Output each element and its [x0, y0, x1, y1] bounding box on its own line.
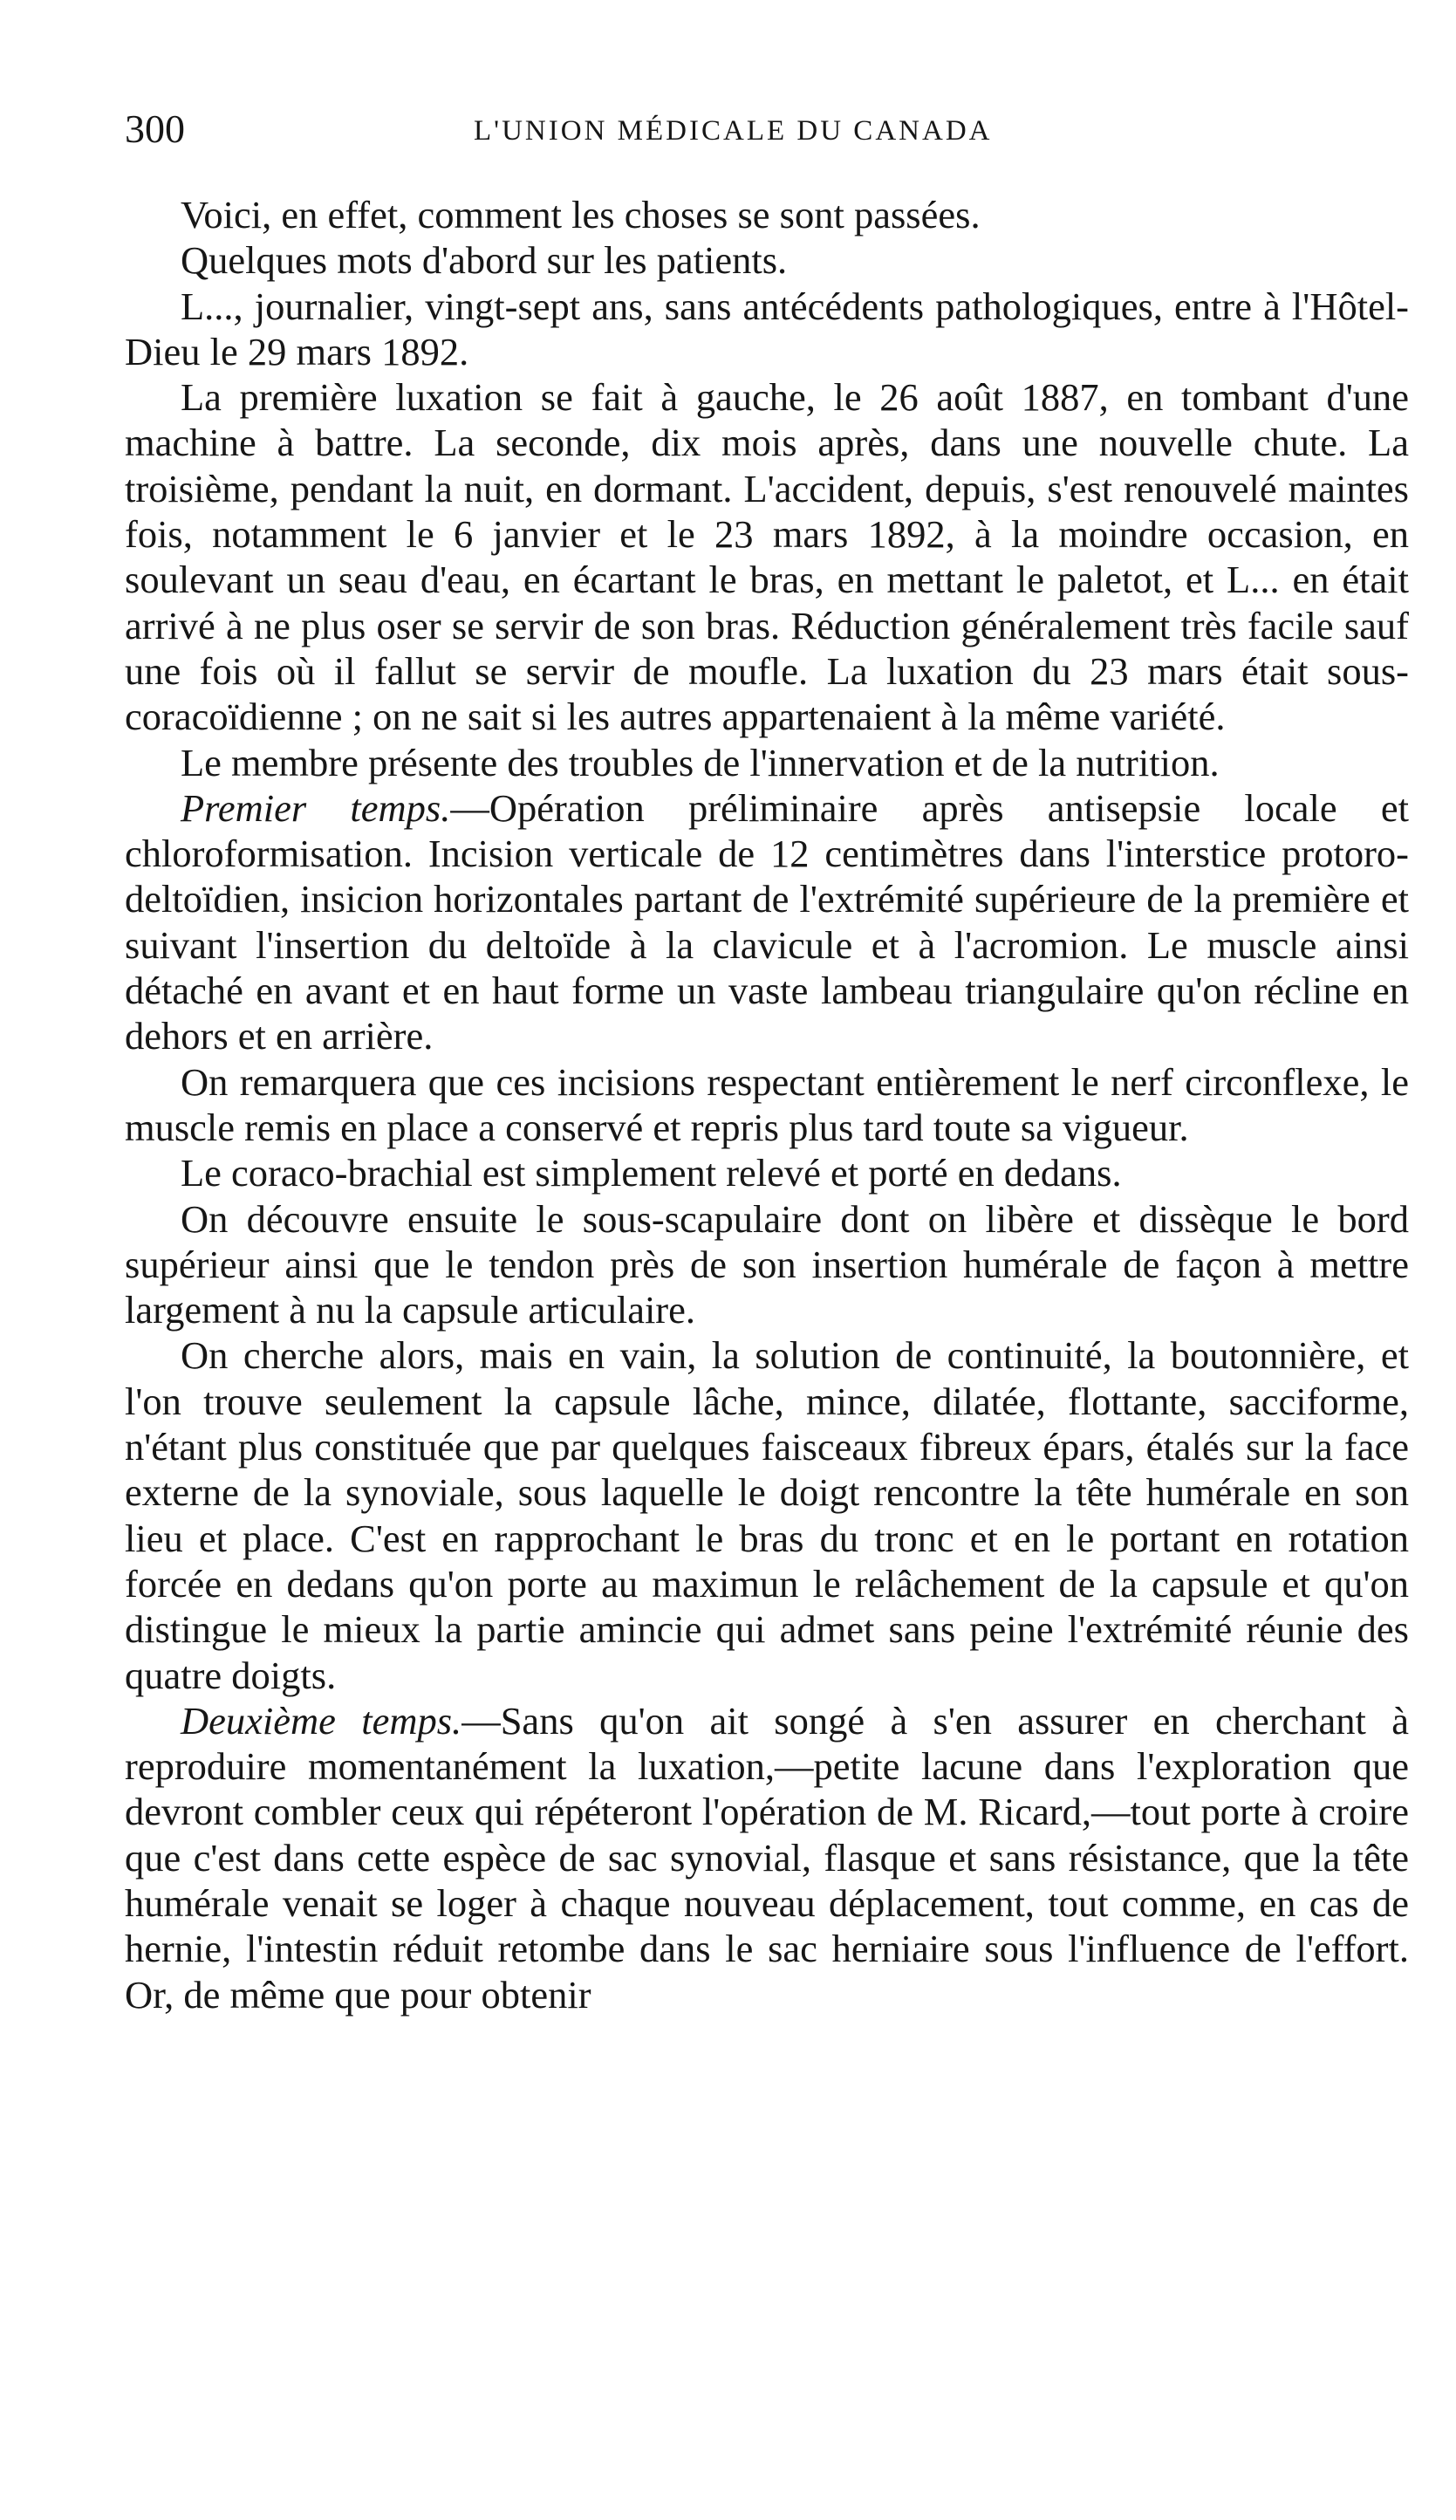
- paragraph: [125, 374, 1409, 739]
- section-heading: Deuxième temps.: [181, 1698, 462, 1743]
- paragraph-text: L..., journalier, vingt-sept ans, sans antécédents pathologiques, entre à l'Hôtel-Dieu le 29 mars 1892.: [125, 284, 1409, 373]
- paragraph: [125, 237, 1409, 283]
- paragraph-text: Voici, en effet, comment les choses se sont passées.: [181, 193, 981, 236]
- paragraph: [125, 740, 1409, 785]
- paragraph: [125, 192, 1409, 237]
- page-header: [125, 103, 1084, 155]
- paragraph-text: Le coraco-brachial est simplement relevé et porté en dedans.: [181, 1151, 1122, 1195]
- paragraph-text: —Sans qu'on ait songé à s'en assurer en cherchant à reproduire momentanément la luxation,—petite lacune dans l'exploration que devront combler ceux qui répéteront l'opération de M. Ricard,—tout porte à croire que c'est dans cette espèce de sac synovial, flasque et sans résistance, que la tête humérale venait se loger à chaque nouveau déplacement, tout comme, en cas de hernie, l'intestin réduit retombe dans le sac herniaire sous l'influence de l'effort. Or, de même que pour obtenir: [125, 1698, 1409, 2017]
- section-heading: Premier temps.: [181, 785, 451, 830]
- running-title: L'UNION MÉDICALE DU CANADA: [474, 115, 993, 147]
- paragraph: [125, 1332, 1409, 1697]
- paragraph-text: On remarquera que ces incisions respectant entièrement le nerf circonflexe, le muscle remis en place a conservé et repris plus tard toute sa vigueur.: [125, 1059, 1409, 1149]
- paragraph: [125, 1196, 1409, 1333]
- page-number: 300: [125, 106, 185, 151]
- paragraph-text: Le membre présente des troubles de l'innervation et de la nutrition.: [181, 740, 1220, 784]
- paragraph-text: On cherche alors, mais en vain, la solution de continuité, la boutonnière, et l'on trouve seulement la capsule lâche, mince, dilatée, flottante, sacciforme, n'étant plus constituée que par quelques faisceaux fibreux épars, étalés sur la face externe de la synoviale, sous laquelle le doigt rencontre la tête humérale en son lieu et place. C'est en rapprochant le bras du tronc et en le portant en rotation forcée en dedans qu'on porte au maximun le relâchement de la capsule et qu'on distingue le mieux la partie amincie qui admet sans peine l'extrémité réunie des quatre doigts.: [125, 1333, 1409, 1697]
- paragraph-text: Quelques mots d'abord sur les patients.: [181, 238, 788, 283]
- paragraph-text: On découvre ensuite le sous-scapulaire dont on libère et dissèque le bord supérieur ainsi que le tendon près de son insertion humérale de façon à mettre largement à nu la capsule articulaire.: [125, 1196, 1409, 1332]
- paragraph: [125, 284, 1409, 375]
- paragraph: [125, 1698, 1409, 2017]
- body-text: [125, 192, 1409, 2017]
- paragraph: [125, 785, 1409, 1059]
- paragraph-text: —Opération préliminaire après antisepsie locale et chloroformisation. Incision verticale de 12 centimètres dans l'interstice protoro-deltoïdien, insicion horizontales partant de l'extrémité supérieure de la première et suivant l'insertion du deltoïde à la clavicule et à l'acromion. Le muscle ainsi détaché en avant et en haut forme un vaste lambeau triangulaire qu'on récline en dehors et en arrière.: [125, 785, 1409, 1058]
- paragraph-text: La première luxation se fait à gauche, le 26 août 1887, en tombant d'une machine à battre. La seconde, dix mois après, dans une nouvelle chute. La troisième, pendant la nuit, en dormant. L'accident, depuis, s'est renouvelé maintes fois, notamment le 6 janvier et le 23 mars 1892, à la moindre occasion, en soulevant un seau d'eau, en écartant le bras, en mettant le paletot, et L... en était arrivé à ne plus oser se servir de son bras. Réduction généralement très facile sauf une fois où il fallut se servir de moufle. La luxation du 23 mars était sous-coracoïdienne ; on ne sait si les autres appartenaient à la même variété.: [125, 375, 1409, 739]
- paragraph: [125, 1150, 1409, 1195]
- paragraph: [125, 1059, 1409, 1151]
